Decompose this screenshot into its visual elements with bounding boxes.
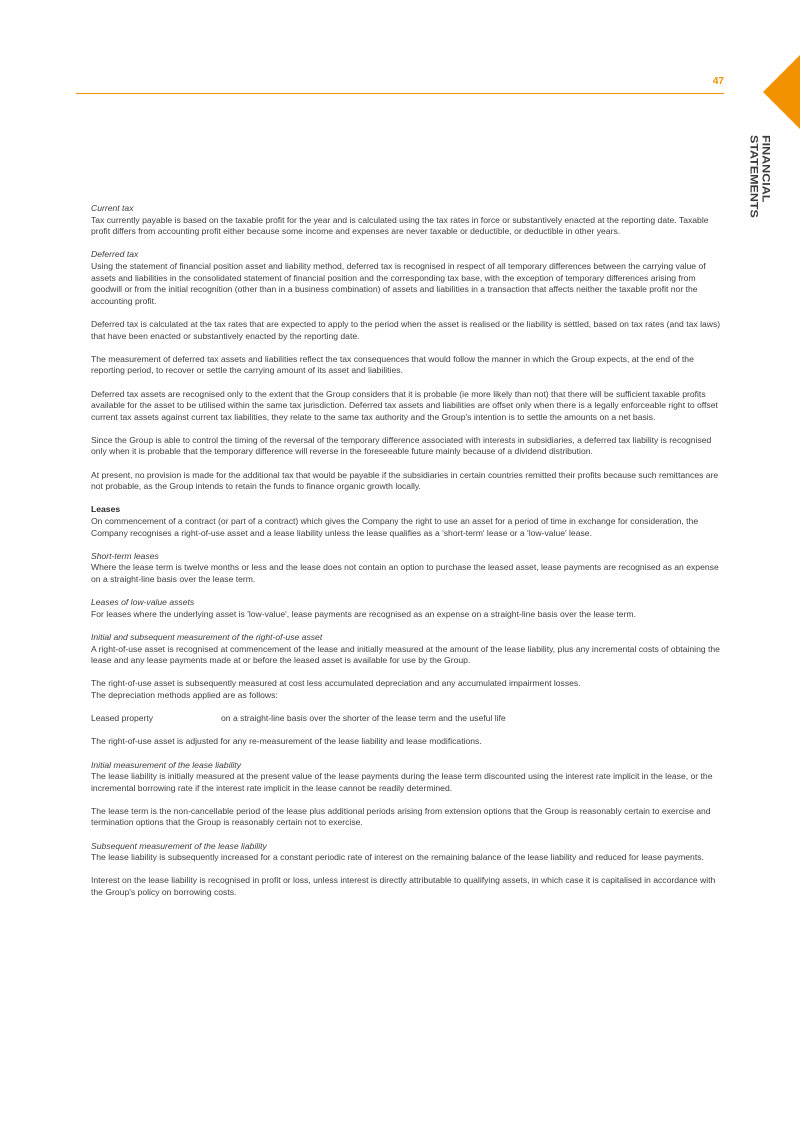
leases-section — [91, 504, 723, 539]
paragraph: Tax currently payable is based on the taxable profit for the year and is calculated using the tax rates in force or substantively enacted at the reporting date. Taxable profit differs from accounting profit either because some income and expenses are never taxable or deductible, or deductible in other years. — [91, 214, 709, 237]
current-tax-heading: Current tax — [91, 203, 134, 213]
paragraph: The measurement of deferred tax assets and liabilities reflect the tax consequences that would follow the manner in which the Group expects, at the end of the reporting period, to recover or settle the carrying amount of its asset and liabilities. — [91, 353, 694, 376]
paragraph: Since the Group is able to control the timing of the reversal of the temporary difference associated with interests in subsidiaries, a deferred tax liability is recognised only when it is probable that the temporary difference will reverse in the foreseeable future mainly because of a dividend distribution. — [91, 434, 712, 457]
paragraph-block — [91, 470, 723, 493]
right-of-use-section — [91, 632, 723, 667]
paragraph-block — [91, 354, 723, 377]
corner-tab-triangle — [763, 55, 800, 129]
leases-heading: Leases — [91, 504, 121, 515]
paragraph: The right-of-use asset is subsequently measured at cost less accumulated depreciation and any accumulated impairment losses. — [91, 678, 581, 689]
page-number: 47 — [712, 76, 724, 87]
paragraph: A right-of-use asset is recognised at commencement of the lease and initially measured at the amount of the lease liability, plus any incremental costs of obtaining the lease and any lease payments made at or before the leased asset is available for use by the Group. — [91, 643, 720, 666]
paragraph: The lease liability is subsequently increased for a constant periodic rate of interest on the remaining balance of the lease liability and reduced for lease payments. — [91, 852, 704, 863]
paragraph-block — [91, 319, 723, 342]
paragraph-block — [91, 389, 723, 424]
depreciation-label: Leased property — [91, 713, 154, 724]
subsequent-liability-section — [91, 841, 723, 864]
low-value-leases-heading: Leases of low-value assets — [91, 597, 195, 608]
paragraph: The depreciation methods applied are as follows: — [91, 689, 278, 700]
paragraph: The lease term is the non-cancellable period of the lease plus additional periods arising from extension options that the Group is reasonably certain to exercise and termination options that the Group is reasonably certain not to exercise. — [91, 805, 711, 828]
low-value-leases-section — [91, 597, 723, 620]
current-tax-section — [91, 203, 723, 238]
right-of-use-heading: Initial and subsequent measurement of the right-of-use asset — [91, 631, 323, 642]
paragraph: At present, no provision is made for the additional tax that would be payable if the subsidiaries in certain countries remitted their profits because such remittances are not probable, as the Group intends to retain the funds to finance organic growth locally. — [91, 469, 719, 492]
paragraph: The right-of-use asset is adjusted for any re-measurement of the lease liability and lease modifications. — [91, 736, 482, 747]
short-term-leases-heading: Short-term leases — [91, 550, 159, 561]
initial-liability-heading: Initial measurement of the lease liability — [91, 759, 241, 770]
subsequent-liability-heading: Subsequent measurement of the lease liability — [91, 840, 267, 851]
initial-liability-section — [91, 760, 723, 795]
document-body — [91, 203, 723, 910]
depreciation-method: on a straight-line basis over the shorter of the lease term and the useful life — [221, 713, 506, 724]
paragraph-block — [91, 806, 723, 829]
paragraph: On commencement of a contract (or part of a contract) which gives the Company the right to use an asset for a period of time in exchange for consideration, the Company recognises a right-of-use asset and a lease liability unless the lease qualifies as a 'short-term' lease or a 'low-value' lease. — [91, 516, 699, 538]
paragraph: Using the statement of financial position asset and liability method, deferred tax is recognised in respect of all temporary differences between the carrying value of assets and liabilities in the consolidated statement of financial position and the corresponding tax base, with the exception of temporary differences arising from goodwill or from the initial recognition (other than in a business combination) of assets and liabilities in a transaction that affects neither the taxable profit nor the accounting profit. — [91, 260, 706, 306]
paragraph-block — [91, 435, 723, 458]
header-divider — [76, 93, 724, 94]
deferred-tax-section — [91, 249, 723, 307]
paragraph: Deferred tax assets are recognised only to the extent that the Group considers that it is probable (ie more likely than not) that there will be sufficient taxable profits available for the asset to be utilised within the same tax jurisdiction. Deferred tax assets and liabilities are offset only when there is a legally enforceable right to offset current tax assets against current tax liabilities, they relate to the same tax authority and the Group's intention is to settle the amounts on a net basis. — [91, 388, 718, 422]
paragraph: Interest on the lease liability is recognised in profit or loss, unless interest is directly attributable to qualifying assets, in which case it is capitalised in accordance with the Group's policy on borrowing costs. — [91, 875, 716, 898]
paragraph-block — [91, 736, 723, 748]
paragraph-block — [91, 678, 723, 701]
paragraph-block — [91, 875, 723, 898]
paragraph: Deferred tax is calculated at the tax rates that are expected to apply to the period when the asset is realised or the liability is settled, based on tax rates (and tax laws) that have been enacted or substantively enacted by the reporting date. — [91, 318, 721, 341]
paragraph: For leases where the underlying asset is 'low-value', lease payments are recognised as an expense on a straight-line basis over the lease term. — [91, 608, 636, 619]
paragraph: Where the lease term is twelve months or less and the lease does not contain an option to purchase the leased asset, lease payments are recognised as an expense on a straight-line basis over the lease term. — [91, 562, 719, 584]
section-label: FINANCIAL STATEMENTS — [747, 135, 772, 218]
depreciation-row — [91, 713, 723, 725]
deferred-tax-heading: Deferred tax — [91, 249, 139, 260]
short-term-leases-section — [91, 551, 723, 586]
paragraph: The lease liability is initially measured at the present value of the lease payments during the lease term discounted using the interest rate implicit in the lease, or the incremental borrowing rate if the interest rate implicit in the lease cannot be readily determined. — [91, 771, 713, 793]
